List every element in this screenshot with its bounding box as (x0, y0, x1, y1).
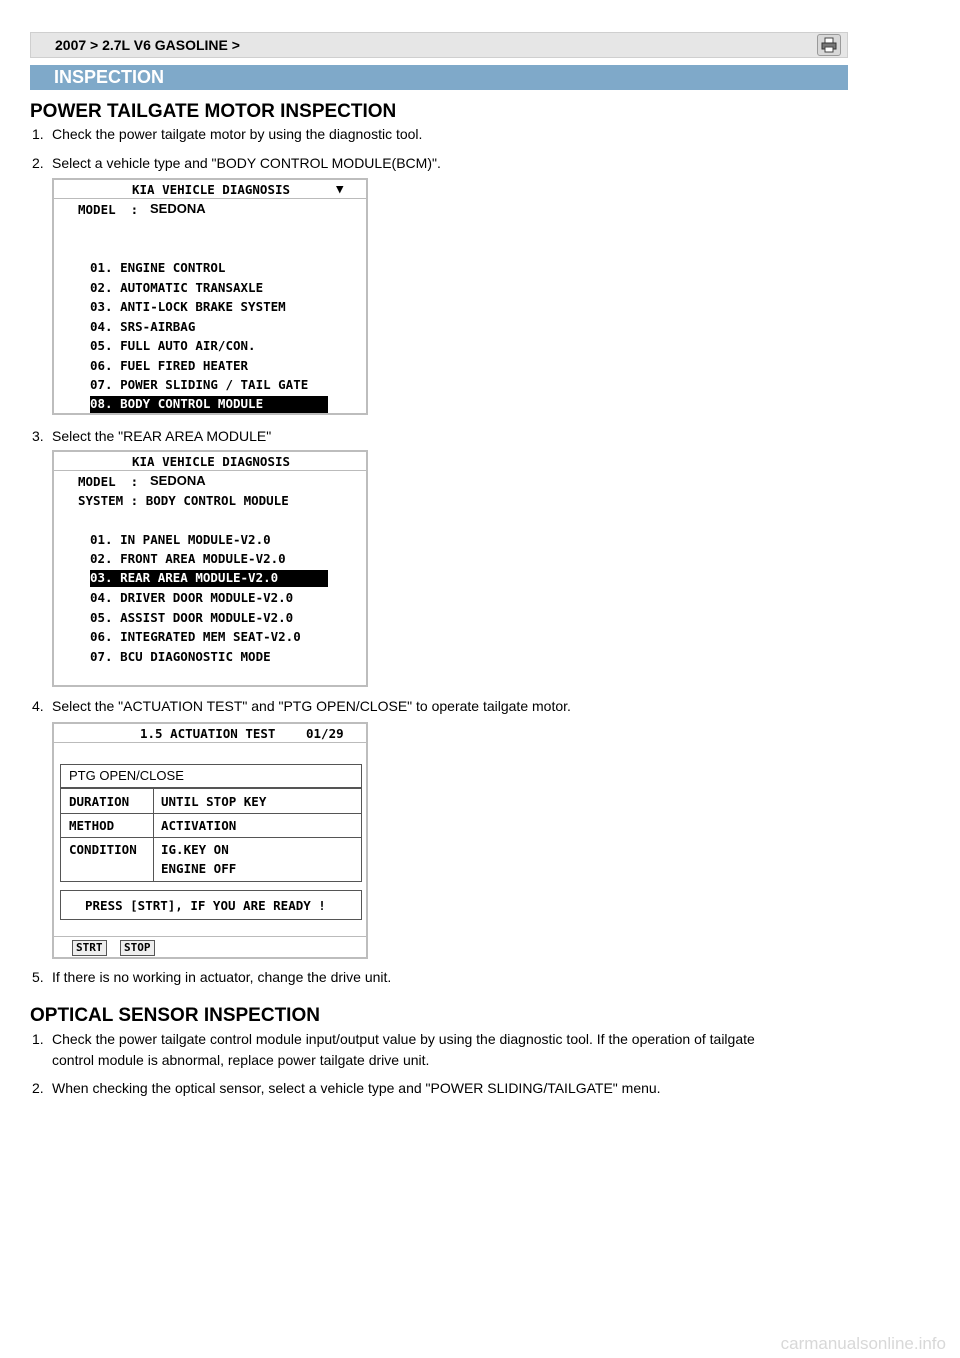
breadcrumb (30, 32, 848, 58)
actuation-test-screen (52, 722, 368, 959)
menu-item: 05. ASSIST DOOR MODULE-V2.0 (90, 610, 294, 625)
print-button[interactable] (817, 34, 841, 56)
menu-item: 06. INTEGRATED MEM SEAT-V2.0 (90, 629, 301, 644)
dropdown-arrow-icon: ▼ (336, 181, 344, 196)
step-5: 5. If there is no working in actuator, change the drive unit. (32, 969, 392, 985)
menu-item: 03. ANTI-LOCK BRAKE SYSTEM (90, 299, 286, 314)
ready-prompt: PRESS [STRT], IF YOU ARE READY ! (85, 898, 326, 913)
param-label: CONDITION (69, 842, 137, 857)
optical-step-1: 1. Check the power tailgate control module input/output value by using the diagnostic tool. If the operation of tailgate control module is abnormal, replace power tailgate drive unit. (32, 1031, 755, 1068)
param-value: IG.KEY ON (161, 842, 229, 857)
step-2: 2. Select a vehicle type and "BODY CONTROL MODULE(BCM)". (32, 155, 441, 171)
menu-item: 04. DRIVER DOOR MODULE-V2.0 (90, 590, 294, 605)
power-tailgate-heading: POWER TAILGATE MOTOR INSPECTION (30, 101, 397, 122)
param-label: DURATION (69, 794, 130, 809)
param-value: ENGINE OFF (161, 861, 237, 876)
menu-item: 02. FRONT AREA MODULE-V2.0 (90, 551, 286, 566)
section-header (30, 65, 848, 90)
screen1-model-value: SEDONA (150, 201, 206, 216)
stop-button[interactable]: STOP (120, 940, 155, 956)
menu-item: 07. BCU DIAGONOSTIC MODE (90, 649, 271, 664)
ptg-title-box (60, 764, 362, 788)
menu-item: 02. AUTOMATIC TRANSAXLE (90, 280, 264, 295)
screen1-model-label: MODEL : (78, 202, 139, 217)
breadcrumb-text: 2007 > 2.7L V6 GASOLINE > (55, 37, 240, 53)
screen1-header: KIA VEHICLE DIAGNOSIS (132, 182, 291, 197)
screen3-header: 1.5 ACTUATION TEST (140, 726, 276, 741)
step-3: 3. Select the "REAR AREA MODULE" (32, 428, 272, 444)
param-value: UNTIL STOP KEY (161, 794, 267, 809)
screen2-header: KIA VEHICLE DIAGNOSIS (132, 454, 291, 469)
watermark: carmanualsonline.info (780, 1334, 946, 1353)
menu-item: 01. IN PANEL MODULE-V2.0 (90, 532, 271, 547)
param-value: ACTIVATION (161, 818, 237, 833)
step-4: 4. Select the "ACTUATION TEST" and "PTG OPEN/CLOSE" to operate tailgate motor. (32, 698, 571, 714)
optical-step-2: 2. When checking the optical sensor, select a vehicle type and "POWER SLIDING/TAILGATE" menu. (32, 1080, 661, 1096)
menu-item-selected: 08. BODY CONTROL MODULE (90, 396, 328, 413)
screen3-page: 01/29 (306, 726, 344, 741)
screen2-model-value: SEDONA (150, 473, 206, 488)
menu-item: 04. SRS-AIRBAG (90, 319, 196, 334)
optical-sensor-heading: OPTICAL SENSOR INSPECTION (30, 1005, 320, 1026)
menu-item: 05. FULL AUTO AIR/CON. (90, 338, 256, 353)
ptg-title: PTG OPEN/CLOSE (69, 768, 184, 783)
menu-item: 01. ENGINE CONTROL (90, 260, 226, 275)
diagnosis-screen-2 (52, 450, 368, 687)
step-1: 1. Check the power tailgate motor by using the diagnostic tool. (32, 126, 423, 142)
start-button[interactable]: STRT (72, 940, 107, 956)
menu-item-selected: 03. REAR AREA MODULE-V2.0 (90, 570, 328, 587)
diagnosis-screen-1 (52, 178, 368, 415)
menu-item: 07. POWER SLIDING / TAIL GATE (90, 377, 309, 392)
screen2-model-label: MODEL : (78, 474, 139, 489)
menu-item: 06. FUEL FIRED HEATER (90, 358, 249, 373)
printer-icon (821, 37, 837, 53)
test-params-table (60, 788, 362, 882)
section-title: INSPECTION (54, 67, 165, 87)
screen2-system: SYSTEM : BODY CONTROL MODULE (78, 493, 289, 508)
param-label: METHOD (69, 818, 115, 833)
prompt-box (60, 890, 362, 920)
